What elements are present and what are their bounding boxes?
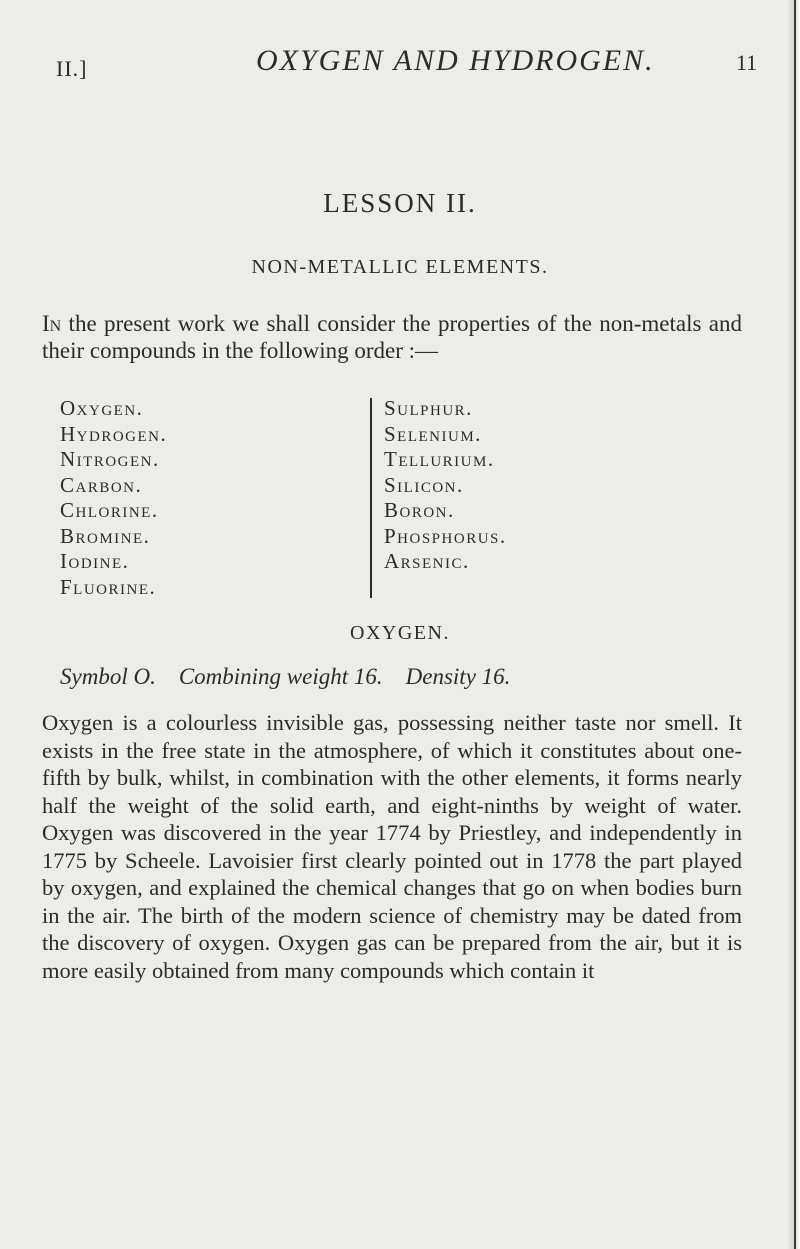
intro-paragraph: [42, 310, 742, 364]
density-label: Density 16.: [405, 664, 511, 689]
element-item: Hydrogen.: [60, 421, 168, 446]
lesson-title: LESSON II.: [323, 188, 477, 218]
running-title: OXYGEN AND HYDROGEN.: [256, 44, 655, 77]
element-item: Chlorine.: [60, 498, 159, 522]
intro-first-word: In: [42, 311, 62, 336]
running-header: [0, 40, 800, 80]
element-item: Sulphur.: [384, 396, 473, 420]
element-item: Selenium.: [384, 421, 482, 446]
combining-weight-label: Combining weight 16.: [178, 664, 383, 689]
intro-text: the present work we shall consider the properties of the non-metals and their compounds in the following order :—: [42, 311, 742, 363]
element-properties: [60, 664, 740, 690]
symbol-label: Symbol O.: [60, 664, 156, 689]
column-divider: [370, 398, 372, 598]
element-item: Fluorine.: [60, 574, 157, 599]
section-heading: OXYGEN.: [350, 622, 450, 644]
element-list-right: [384, 396, 507, 575]
body-paragraph: Oxygen is a colourless invisible gas, possessing neither taste nor smell. It exists in the free state in the atmosphere, of which it constitutes about one-fifth by bulk, whilst, in combination with the other elements, it forms nearly half the weight of the solid earth, and eight-ninths by weight of water. Oxygen was discovered in the year 1774 by Priestley, and independently in 1775 by Scheele. Lavoisier first clearly pointed out in 1778 the part played by oxygen, and explained the chemical changes that go on when bodies burn in the air. The birth of the modern science of chemistry may be dated from the discovery of oxygen. Oxygen gas can be prepared from the air, but it is more easily obtained from many compounds which contain it: [42, 710, 742, 983]
element-item: Phosphorus.: [384, 523, 507, 548]
page-edge: [788, 0, 800, 1249]
element-item: Oxygen.: [60, 396, 144, 420]
element-item: Carbon.: [60, 472, 143, 497]
element-item: Bromine.: [60, 523, 151, 548]
lesson-subtitle: NON-METALLIC ELEMENTS.: [251, 256, 549, 278]
element-list-left: [60, 396, 167, 600]
element-item: Boron.: [384, 498, 455, 522]
element-item: Iodine.: [60, 549, 130, 573]
element-item: Nitrogen.: [60, 447, 160, 471]
page-number: 11: [736, 50, 758, 75]
element-item: Tellurium.: [384, 447, 495, 471]
element-item: Arsenic.: [384, 549, 470, 573]
chapter-marker: II.]: [56, 56, 88, 81]
element-item: Silicon.: [384, 472, 464, 497]
